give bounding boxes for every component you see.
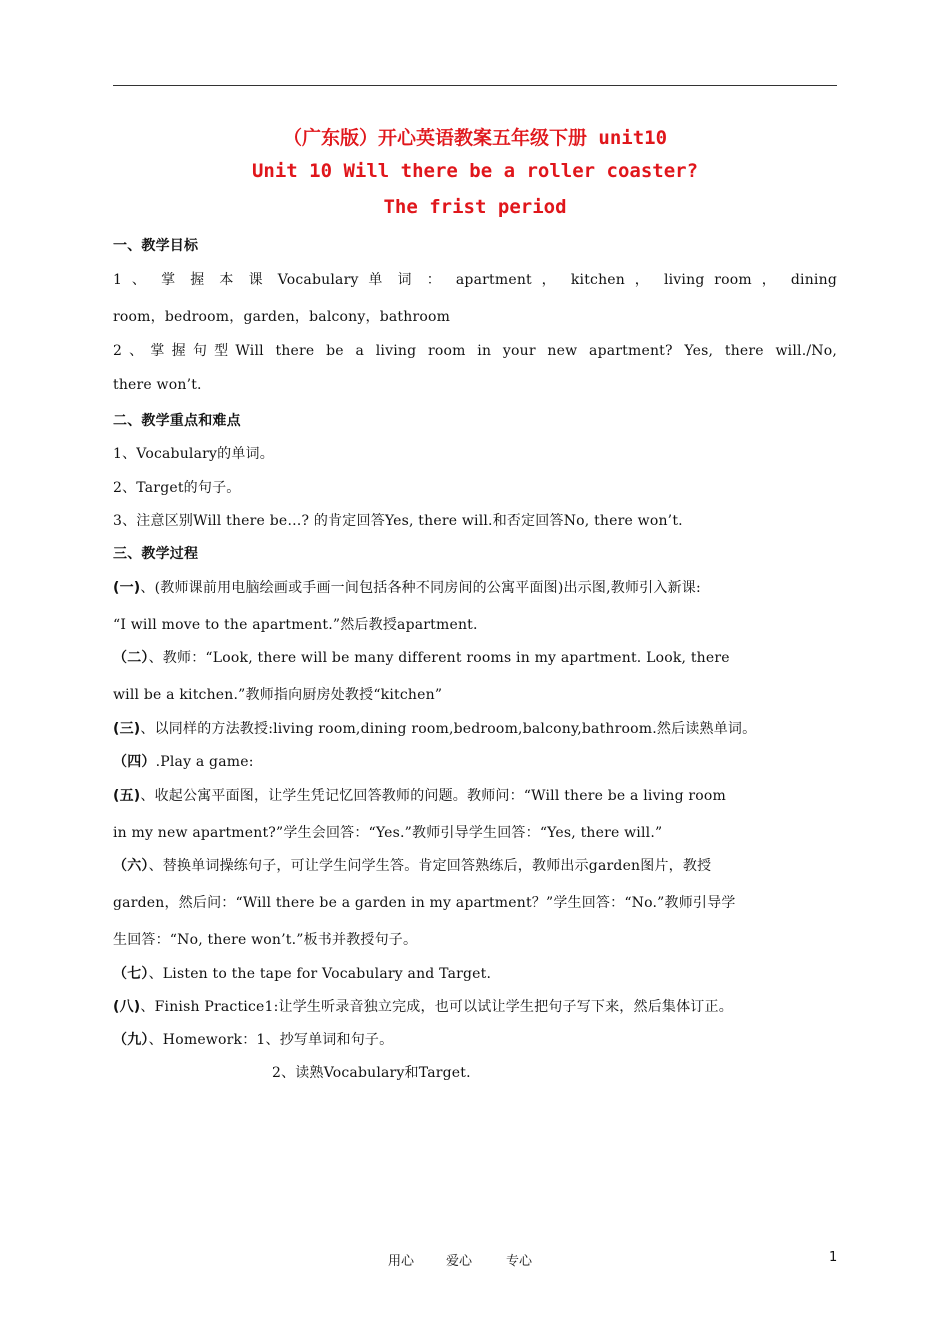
step-6-line-1: [113, 855, 837, 875]
step-8-line: [113, 996, 837, 1016]
step-1-marker: (一): [113, 580, 141, 596]
objective-1-line-2: room，bedroom，garden，balcony，bathroom: [113, 309, 451, 325]
step-8-text: 、Finish Practice1:让学生听录音独立完成，也可以试让学生把句子写下来，然后集体订正。: [140, 999, 733, 1015]
step-1-text: 、(教师课前用电脑绘画或手画一间包括各种不同房间的公寓平面图)出示图,教师引入新课:: [140, 580, 701, 596]
step-9-text: 、Homework：1、抄写单词和句子。: [148, 1032, 394, 1048]
step-4-marker: （四）: [113, 754, 156, 770]
step-9-marker: （九）: [113, 1032, 149, 1048]
key-point-2: 2、Target的句子。: [113, 480, 241, 496]
step-6-marker: （六）: [113, 858, 149, 874]
footer-word-3: 专心: [506, 1254, 533, 1269]
document-title: （广东版）开心英语教案五年级下册 unit10: [282, 127, 668, 149]
step-1-line-1: [113, 577, 837, 597]
step-3-marker: (三): [113, 721, 141, 737]
objective-2-line-2: there won’t.: [113, 377, 202, 393]
step-9-line-2: 2、读熟Vocabulary和Target.: [272, 1065, 471, 1081]
step-5-line-1: [113, 785, 837, 805]
step-2-marker: （二）: [113, 650, 149, 666]
section-heading-objectives: 一、教学目标: [113, 238, 199, 254]
step-4-text: .Play a game:: [155, 754, 254, 770]
page-number: 1: [829, 1250, 838, 1265]
step-7-text: 、Listen to the tape for Vocabulary and Target.: [148, 966, 492, 982]
step-7-line: [113, 963, 837, 983]
step-6-line-3: 生回答：“No, there won’t.”板书并教授句子。: [113, 932, 418, 948]
step-6-text: 、替换单词操练句子，可让学生问学生答。肯定回答熟练后，教师出示garden图片，教授: [148, 858, 712, 874]
step-3-text: 、以同样的方法教授:living room,dining room,bedroom,balcony,bathroom.然后读熟单词。: [140, 721, 757, 737]
section-heading-key-points: 二、教学重点和难点: [113, 413, 241, 429]
step-5-line-2: in my new apartment?”学生会回答：“Yes.”教师引导学生回答：“Yes, there will.”: [113, 825, 663, 841]
key-point-3: 3、注意区别Will there be…? 的肯定回答Yes, there will.和否定回答No, there won’t.: [113, 513, 683, 529]
step-7-marker: （七）: [113, 966, 149, 982]
section-heading-process: 三、教学过程: [113, 546, 199, 562]
step-3-line: [113, 718, 837, 738]
step-4-line: [113, 751, 837, 771]
step-2-line-1: [113, 647, 837, 667]
objective-1-line-1: 1 、 掌 握 本 课 Vocabulary 单 词 ： apartment ， kitchen ， living room ， dining: [113, 272, 837, 288]
header-rule: [113, 85, 837, 86]
objective-2-line-1: 2、掌握句型Will there be a living room in your new apartment? Yes, there will./No,: [113, 343, 837, 359]
step-2-line-2: will be a kitchen.”教师指向厨房处教授“kitchen”: [113, 687, 443, 703]
step-5-marker: (五): [113, 788, 141, 804]
step-1-line-2: “I will move to the apartment.”然后教授apartment.: [113, 617, 478, 633]
step-5-text: 、收起公寓平面图，让学生凭记忆回答教师的问题。教师问：“Will there be a living room: [140, 788, 727, 804]
step-6-line-2: garden，然后问：“Will there be a garden in my apartment？”学生回答：“No.”教师引导学: [113, 895, 736, 911]
unit-title: Unit 10 Will there be a roller coaster?: [251, 160, 699, 182]
step-8-marker: (八): [113, 999, 141, 1015]
step-9-line-1: [113, 1029, 837, 1049]
step-2-text: 、教师：“Look, there will be many different rooms in my apartment. Look, there: [148, 650, 730, 666]
period-title: The frist period: [383, 196, 567, 218]
key-point-1: 1、Vocabulary的单词。: [113, 446, 274, 462]
footer-word-2: 爱心: [446, 1254, 473, 1269]
footer-word-1: 用心: [388, 1254, 415, 1269]
